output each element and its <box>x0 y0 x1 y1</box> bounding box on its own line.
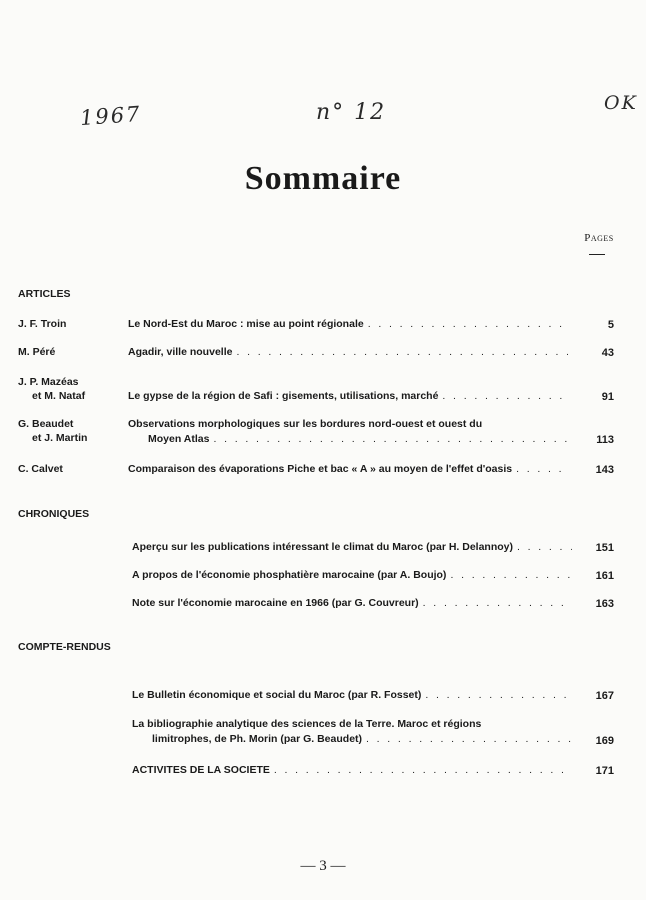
article-page-number: 5 <box>607 319 614 331</box>
chronique-page-number: 163 <box>595 598 614 610</box>
article-author <box>18 375 118 403</box>
article-page-number: 91 <box>601 391 614 403</box>
article-author: C. Calvet <box>18 463 63 475</box>
section-heading-compte-rendus: COMPTE-RENDUS <box>18 641 111 653</box>
article-page-number: 113 <box>596 434 614 446</box>
author-name: J. P. Mazéas <box>18 376 79 388</box>
compte-rendu-entry: ACTIVITES DE LA SOCIETE . . . <box>132 763 572 778</box>
page-number-footer: — 3 — <box>300 858 346 874</box>
co-author-name: et M. Nataf <box>32 390 86 402</box>
author-name: G. Beaudet <box>18 418 74 430</box>
handwritten-ok-mark: OK <box>604 92 638 114</box>
chronique-entry: Aperçu sur les publications intéressant le climat du Maroc (par H. Delannoy) . . . <box>132 540 572 555</box>
chronique-page-number: 151 <box>595 542 614 554</box>
article-author: J. F. Troin <box>18 318 67 330</box>
chronique-entry: A propos de l'économie phosphatière marocaine (par A. Boujo) . . . <box>132 568 572 583</box>
handwritten-issue-number: n° 12 <box>316 100 387 125</box>
pages-column-header: Pages <box>584 232 614 244</box>
section-heading-articles: ARTICLES <box>18 288 71 300</box>
article-title: Le Nord-Est du Maroc : mise au point régionale . . . <box>128 317 568 332</box>
article-page-number: 143 <box>595 464 614 476</box>
article-author: M. Péré <box>18 346 56 358</box>
article-title: Le gypse de la région de Safi : gisements, utilisations, marché . . . <box>128 389 568 404</box>
section-heading-chroniques: CHRONIQUES <box>18 508 90 520</box>
chronique-entry: Note sur l'économie marocaine en 1966 (par G. Couvreur) . . . <box>132 596 572 611</box>
article-title: Observations morphologiques sur les bordures nord-ouest et ouest du Moyen Atlas . . . <box>128 417 568 447</box>
pages-header-underline <box>589 254 605 255</box>
handwritten-year: 1967 <box>79 101 143 131</box>
chronique-page-number: 161 <box>595 570 614 582</box>
compte-rendu-page-number: 169 <box>595 735 614 747</box>
article-title: Agadir, ville nouvelle . . . <box>128 345 568 360</box>
article-page-number: 43 <box>601 347 614 359</box>
article-author <box>18 417 118 445</box>
article-title: Comparaison des évaporations Piche et bac « A » au moyen de l'effet d'oasis . . . <box>128 462 568 477</box>
compte-rendu-page-number: 171 <box>595 765 614 777</box>
co-author-name: et J. Martin <box>32 432 88 444</box>
compte-rendu-entry: Le Bulletin économique et social du Maroc (par R. Fosset) . . . <box>132 688 572 703</box>
page-title: Sommaire <box>244 160 402 197</box>
compte-rendu-entry: La bibliographie analytique des sciences de la Terre. Maroc et régions limitrophes, de Ph. Morin (par G. Beaudet) . . . <box>132 717 572 747</box>
compte-rendu-page-number: 167 <box>595 690 614 702</box>
